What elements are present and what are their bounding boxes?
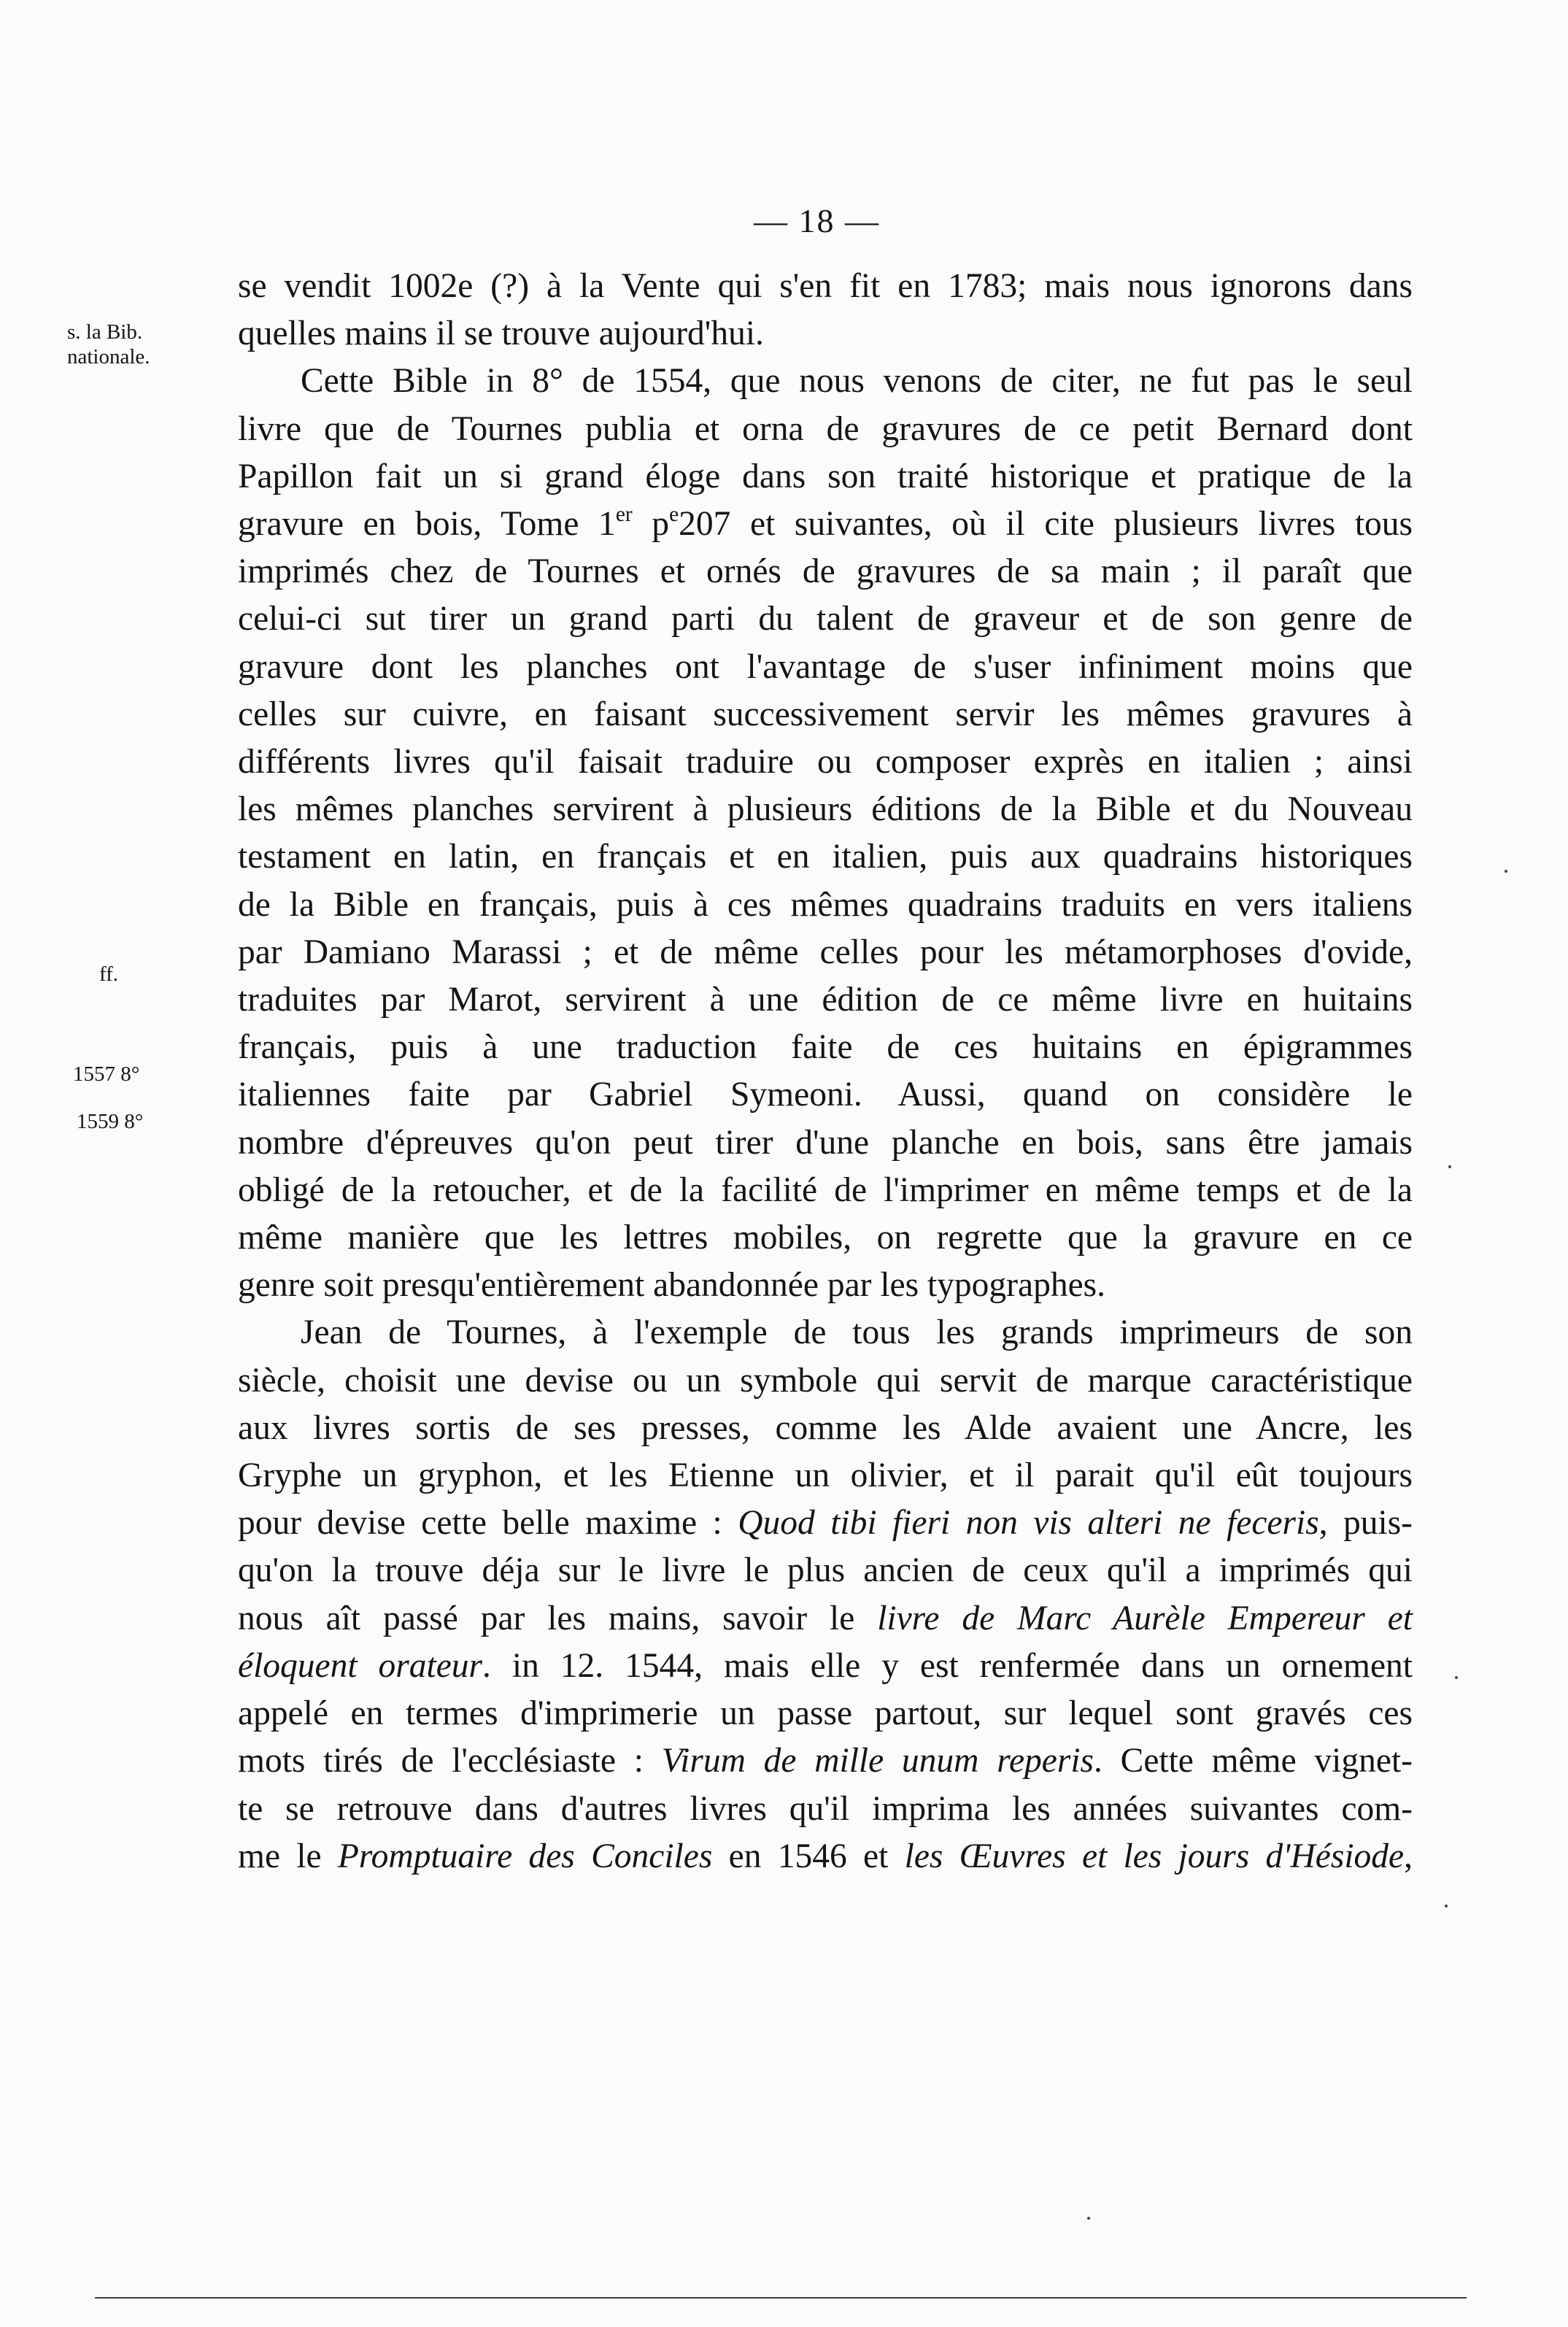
italic-book-title: les Œuvres et les jours d'Hésiode: [904, 1837, 1405, 1875]
text-line: par Damiano Marassi ; et de même celles pour les métamorphoses d'ovide,: [238, 933, 1413, 971]
text-line: quelles mains il se trouve aujourd'hui.: [238, 314, 764, 353]
text-fragment: ,: [1404, 1837, 1413, 1875]
text-fragment: 207 et suivantes, où il cite plusieurs livres tous: [679, 505, 1413, 544]
text-line: [238, 1833, 1413, 1880]
text-line: [238, 501, 1413, 548]
text-line: les mêmes planches servirent à plusieurs éditions de la Bible et du Nouveau: [238, 790, 1413, 829]
italic-quote: Quod tibi fieri non vis alteri ne feceris: [738, 1504, 1319, 1543]
text-line: [238, 1595, 1413, 1643]
text-line: français, puis à une traduction faite de ces huitains en épigrammes: [238, 1028, 1413, 1067]
text-line: imprimés chez de Tournes et ornés de gravures de sa main ; il paraît que: [238, 552, 1413, 591]
text-line: même manière que les lettres mobiles, on regrette que la gravure en ce: [238, 1219, 1413, 1257]
scan-speck: [1448, 1165, 1451, 1168]
page-number: — 18 —: [754, 202, 880, 239]
text-line: traduites par Marot, servirent à une édition de ce même livre en huitains: [238, 981, 1413, 1019]
text-fragment: p: [632, 505, 670, 544]
text-fragment: . Cette même vignet-: [1094, 1742, 1413, 1780]
text-line: gravure dont les planches ont l'avantage de s'user infiniment moins que: [238, 647, 1413, 686]
text-line: différents livres qu'il faisait traduire ou composer exprès en italien ; ainsi: [238, 743, 1413, 782]
margin-note-bibliotheque: [67, 320, 150, 369]
text-line: appelé en termes d'imprimerie un passe partout, sur lequel sont gravés ces: [238, 1694, 1413, 1733]
margin-note-bib-line2: nationale.: [67, 345, 150, 368]
superscript: er: [615, 503, 633, 527]
text-line: Cette Bible in 8° de 1554, que nous venons de citer, ne fut pas le seul: [301, 362, 1413, 401]
text-line: celles sur cuivre, en faisant successivement servir les mêmes gravures à: [238, 695, 1413, 733]
scan-speck: [1455, 1676, 1458, 1679]
text-fragment: nous aît passé par les mains, savoir le: [238, 1599, 878, 1637]
margin-note-bib-line1: s. la Bib.: [67, 320, 143, 344]
text-line: Gryphe un gryphon, et les Etienne un olivier, et il parait qu'il eût toujours: [238, 1456, 1413, 1495]
text-line: Jean de Tournes, à l'exemple de tous les grands imprimeurs de son: [301, 1313, 1413, 1352]
text-fragment: en 1546 et: [712, 1837, 905, 1875]
text-line: [238, 1643, 1413, 1690]
paragraph-2: [238, 358, 1413, 1309]
paragraph-1: [238, 263, 1413, 358]
text-line: siècle, choisit une devise ou un symbole qui servit de marque caractéristique: [238, 1361, 1413, 1400]
text-line: [238, 1500, 1413, 1547]
text-fragment: , puis-: [1318, 1504, 1413, 1543]
text-line: celui-ci sut tirer un grand parti du talent de graveur et de son genre de: [238, 600, 1413, 638]
text-fragment: pour devise cette belle maxime :: [238, 1504, 738, 1543]
text-line: [238, 1737, 1413, 1785]
page-bottom-rule: [95, 2297, 1467, 2299]
text-line: de la Bible en français, puis à ces mêmes quadrains traduits en vers italiens: [238, 885, 1413, 924]
text-fragment: mots tirés de l'ecclésiaste :: [238, 1742, 662, 1780]
scan-speck: [1087, 2217, 1090, 2220]
text-fragment: gravure en bois, Tome 1: [238, 505, 616, 544]
margin-note-1557: 1557 8°: [73, 1062, 140, 1086]
italic-book-title: éloquent orateur: [238, 1646, 483, 1685]
text-line: qu'on la trouve déja sur le livre le plus ancien de ceux qu'il a imprimés qui: [238, 1551, 1413, 1590]
text-line: te se retrouve dans d'autres livres qu'il imprima les années suivantes com-: [238, 1789, 1413, 1828]
text-line: livre que de Tournes publia et orna de gravures de ce petit Bernard dont: [238, 409, 1413, 448]
text-line: genre soit presqu'entièrement abandonnée par les typographes.: [238, 1266, 1106, 1305]
scan-speck: [1445, 1905, 1448, 1907]
text-line: italiennes faite par Gabriel Symeoni. Aussi, quand on considère le: [238, 1076, 1413, 1114]
margin-note-1559: 1559 8°: [77, 1110, 144, 1133]
paragraph-3: [238, 1309, 1413, 1880]
text-line: se vendit 1002e (?) à la Vente qui s'en fit en 1783; mais nous ignorons dans: [238, 267, 1413, 305]
text-line: obligé de la retoucher, et de la facilité de l'imprimer en même temps et de la: [238, 1170, 1413, 1209]
margin-note-ff: ff.: [99, 962, 119, 986]
superscript: e: [669, 503, 679, 527]
text-line: Papillon fait un si grand éloge dans son traité historique et pratique de la: [238, 457, 1413, 495]
italic-quote: Virum de mille unum reperis: [661, 1742, 1094, 1780]
italic-book-title: Promptuaire des Conciles: [337, 1837, 713, 1875]
italic-book-title: livre de Marc Aurèle Empereur et: [877, 1599, 1413, 1637]
text-line: testament en latin, en français et en italien, puis aux quadrains historiques: [238, 838, 1413, 876]
scan-speck: [1505, 870, 1507, 873]
text-fragment: . in 12. 1544, mais elle y est renfermée dans un ornement: [482, 1646, 1413, 1685]
body-text: [238, 263, 1413, 1880]
text-line: aux livres sortis de ses presses, comme les Alde avaient une Ancre, les: [238, 1408, 1413, 1447]
text-line: nombre d'épreuves qu'on peut tirer d'une planche en bois, sans être jamais: [238, 1123, 1413, 1162]
text-fragment: me le: [238, 1837, 338, 1875]
